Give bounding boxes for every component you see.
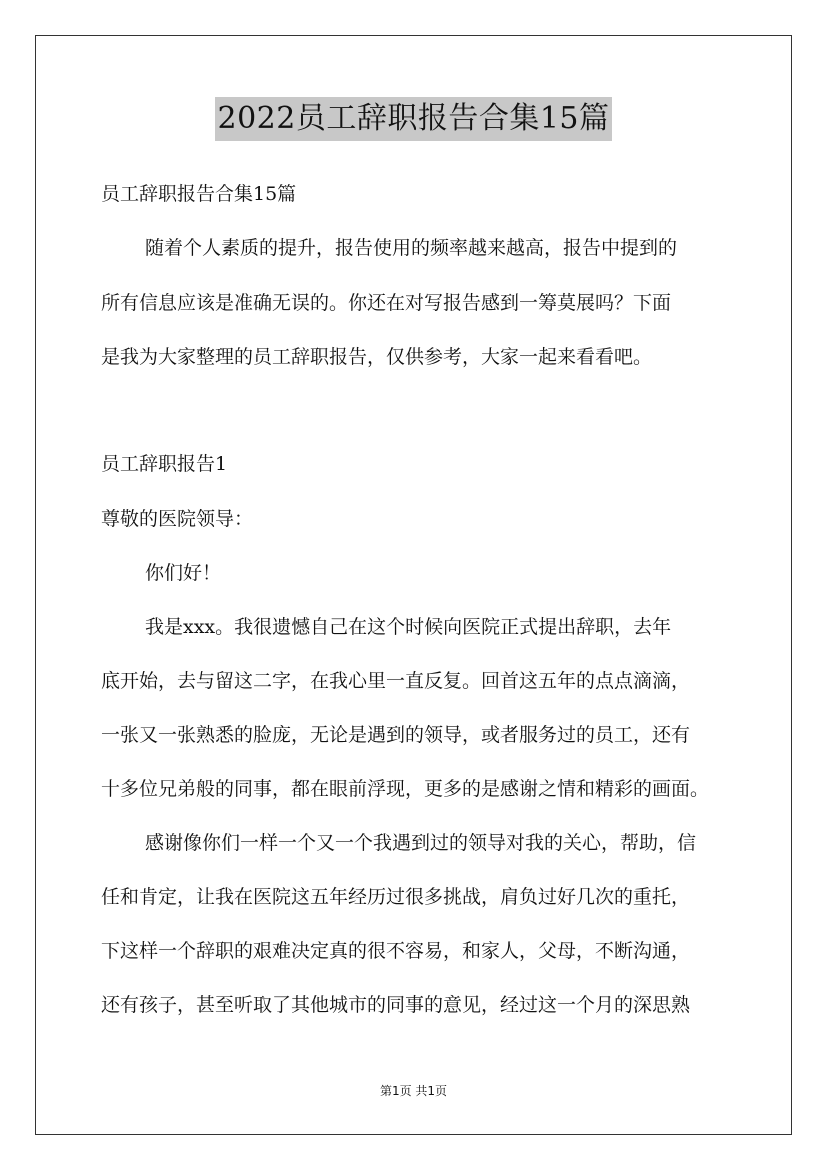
paragraph-line: 任和肯定，让我在医院这五年经历过很多挑战，肩负过好几次的重托， [101,886,691,908]
paragraph-line: 一张又一张熟悉的脸庞，无论是遇到的领导，或者服务过的员工，还有 [101,724,691,746]
document-subtitle: 员工辞职报告合集15篇 [101,183,297,205]
greeting: 你们好！ [145,562,222,584]
paragraph-line: 还有孩子，甚至听取了其他城市的同事的意见，经过这一个月的深思熟 [101,994,691,1016]
paragraph-line: 我是xxx。我很遗憾自己在这个时候向医院正式提出辞职，去年 [145,616,672,638]
paragraph-line: 下这样一个辞职的艰难决定真的很不容易，和家人，父母，不断沟通， [101,940,691,962]
section-heading: 员工辞职报告1 [101,453,228,475]
intro-line: 随着个人素质的提升，报告使用的频率越来越高，报告中提到的 [145,237,678,259]
paragraph-line: 十多位兄弟般的同事，都在眼前浮现，更多的是感谢之情和精彩的画面。 [101,778,710,800]
paragraph-line: 底开始，去与留这二字，在我心里一直反复。回首这五年的点点滴滴， [101,670,691,692]
intro-line: 是我为大家整理的员工辞职报告，仅供参考，大家一起来看看吧。 [101,346,653,368]
paragraph-line: 感谢像你们一样一个又一个我遇到过的领导对我的关心，帮助，信 [145,832,697,854]
page-footer: 第1页 共1页 [379,1084,448,1098]
intro-line: 所有信息应该是准确无误的。你还在对写报告感到一筹莫展吗？下面 [101,292,672,314]
document-title: 2022员工辞职报告合集15篇 [215,97,611,141]
title-container [0,97,827,141]
salutation: 尊敬的医院领导： [101,508,254,530]
